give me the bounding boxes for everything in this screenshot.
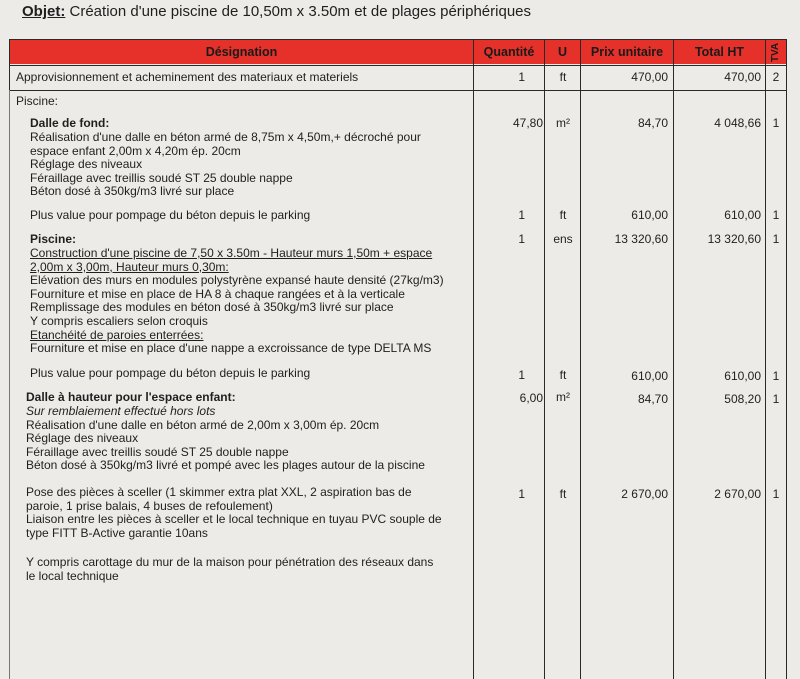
row-divider: [9, 90, 786, 91]
table-border-top: [9, 39, 786, 40]
row-line: Remplissage des modules en béton dosé à 350kg/m3 livré sur place: [30, 300, 394, 315]
row-line: Fourniture et mise en place de HA 8 à chaque rangées et à la verticale: [30, 286, 405, 301]
row-line: Réglage des niveaux: [30, 157, 143, 172]
row-line: Béton dosé à 350kg/m3 livré sur place: [30, 184, 235, 199]
col-divider: [544, 39, 545, 679]
row-line: Y compris carottage du mur de la maison pour pénétration des réseaux dans: [26, 555, 434, 569]
section-heading-piscine: Piscine:: [16, 94, 59, 108]
right-border: [786, 39, 787, 679]
row-line: Féraillage avec treillis soudé ST 25 double nappe: [30, 170, 293, 185]
row-total: 4 048,66: [714, 116, 761, 130]
row-total: 508,20: [724, 392, 761, 406]
row-tva: 1: [772, 116, 780, 130]
row-qty: 1: [518, 232, 525, 246]
row-qty: 1: [518, 487, 525, 501]
left-border-top: [9, 39, 10, 90]
row-price: 2 670,00: [621, 487, 668, 501]
row-line: Féraillage avec treillis soudé ST 25 double nappe: [26, 444, 289, 459]
row-line: le local technique: [26, 568, 119, 583]
row-line: espace enfant 2,00m x 4,20m ép. 20cm: [30, 143, 241, 158]
row-unit: ft: [559, 70, 567, 84]
row-tva: 1: [772, 487, 780, 501]
row-total: 470,00: [724, 70, 761, 84]
row-line: Réalisation d'une dalle en béton armé de 2,00m x 3,00m ép. 20cm: [26, 417, 380, 432]
subject-text: Création d'une piscine de 10,50m x 3.50m et de plages périphériques: [65, 3, 532, 20]
row-qty: 47,80: [512, 116, 543, 130]
row-line: Réalisation d'une dalle en béton armé de 8,75m x 4,50m,+ décroché pour: [30, 130, 421, 144]
row-label: Plus value pour pompage du béton depuis le parking: [30, 208, 311, 222]
row-total: 610,00: [724, 208, 761, 222]
row-unit: ft: [559, 368, 567, 382]
row-line: Béton dosé à 350kg/m3 livré et pompé avec les plages autour de la piscine: [26, 458, 425, 473]
row-price: 610,00: [631, 208, 668, 222]
left-border: [9, 90, 10, 679]
header-quantite: Quantité: [474, 40, 544, 64]
row-note: Sur remblaiement effectué hors lots: [26, 404, 216, 418]
header-unite: U: [545, 40, 580, 64]
row-tva: 1: [772, 232, 780, 246]
row-total: 13 320,60: [707, 232, 761, 246]
row-tva: 1: [772, 369, 780, 383]
row-title: Dalle de fond:: [30, 116, 110, 130]
header-designation: Désignation: [10, 40, 473, 64]
row-line: type FITT B-Active garantie 10ans: [26, 525, 208, 540]
row-line: Liaison entre les pièces à sceller et le local technique en tuyau PVC souple de: [26, 512, 442, 527]
row-title: Piscine:: [30, 232, 77, 246]
row-tva: 1: [772, 208, 780, 222]
header-prix: Prix unitaire: [581, 40, 673, 64]
row-line: Réglage des niveaux: [26, 431, 139, 446]
row-price: 84,70: [637, 116, 668, 130]
row-qty: 1: [518, 208, 525, 222]
row-total: 610,00: [724, 369, 761, 383]
row-line: paroie, 1 prise balais, 4 buses de refoulement): [26, 498, 273, 513]
row-line-underlined: Construction d'une piscine de 7,50 x 3.50m - Hauteur murs 1,50m + espace: [30, 246, 433, 260]
row-line: Y compris escaliers selon croquis: [30, 314, 208, 328]
row-line-underlined: 2,00m x 3,00m, Hauteur murs 0,30m:: [30, 259, 229, 274]
subject-label: Objet:: [22, 3, 66, 20]
row-qty: 6,00: [519, 391, 543, 405]
row-qty: 1: [518, 70, 525, 84]
header-tva: [766, 40, 786, 64]
row-price: 84,70: [637, 392, 668, 406]
row-price: 470,00: [631, 70, 668, 84]
row-total: 2 670,00: [714, 487, 761, 501]
row-unit: ft: [559, 208, 567, 222]
header-total: Total HT: [674, 40, 765, 64]
row-line: Elévation des murs en modules polystyrène expansé haute densité (27kg/m3): [30, 273, 444, 288]
subject-line: [22, 3, 531, 20]
header-tva-text: TVA: [770, 42, 782, 62]
row-label: Plus value pour pompage du béton depuis le parking: [30, 366, 311, 380]
row-unit: m²: [556, 116, 570, 130]
row-tva: 1: [772, 392, 780, 406]
row-unit: ft: [559, 487, 567, 501]
col-divider: [673, 39, 674, 679]
col-divider: [765, 39, 766, 679]
row-line: Pose des pièces à sceller (1 skimmer extra plat XXL, 2 aspiration bas de: [26, 485, 412, 499]
row-price: 610,00: [631, 369, 668, 383]
row-subheading: Etanchéité de paroies enterrées:: [30, 327, 204, 342]
row-tva: 2: [772, 70, 780, 84]
header-divider: [9, 65, 786, 66]
row-unit: m²: [556, 390, 570, 404]
row-price: 13 320,60: [614, 232, 668, 246]
row-title: Dalle à hauteur pour l'espace enfant:: [26, 390, 236, 404]
row-line: Fourniture et mise en place d'une nappe a excroissance de type DELTA MS: [30, 341, 432, 356]
row-qty: 1: [518, 368, 525, 382]
row-unit: ens: [553, 232, 573, 246]
col-divider: [580, 39, 581, 679]
row-label: Approvisionnement et acheminement des materiaux et materiels: [16, 70, 359, 84]
col-divider: [473, 39, 474, 679]
